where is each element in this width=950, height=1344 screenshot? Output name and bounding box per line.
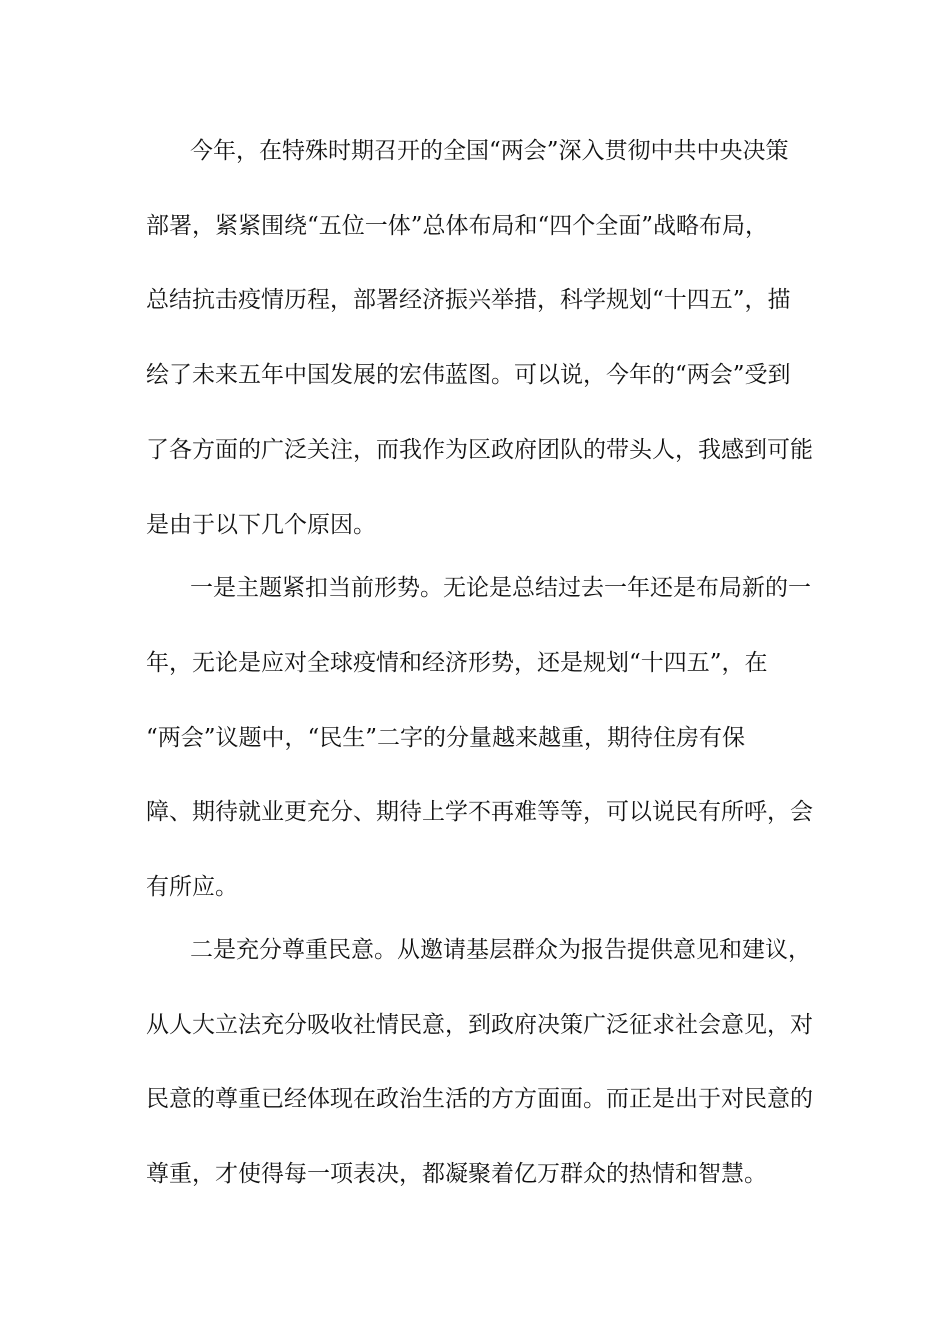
paragraph-3-line-3: 民意的尊重已经体现在政治生活的方方面面。而正是出于对民意的 bbox=[146, 1086, 813, 1112]
paragraph-1-line-2: 部署，紧紧围绕“五位一体”总体布局和“四个全面”战略布局， bbox=[146, 213, 769, 239]
paragraph-1-line-1: 今年，在特殊时期召开的全国“两会”深入贯彻中共中央决策 bbox=[190, 138, 789, 164]
paragraph-3-line-1: 二是充分尊重民意。从邀请基层群众为报告提供意见和建议， bbox=[190, 937, 811, 963]
paragraph-3-line-2: 从人大立法充分吸收社情民意，到政府决策广泛征求社会意见，对 bbox=[146, 1012, 813, 1038]
paragraph-1-line-5: 了各方面的广泛关注，而我作为区政府团队的带头人，我感到可能 bbox=[146, 437, 813, 463]
paragraph-1-line-6: 是由于以下几个原因。 bbox=[146, 512, 376, 538]
paragraph-2-line-5: 有所应。 bbox=[146, 874, 238, 900]
paragraph-1-line-4: 绘了未来五年中国发展的宏伟蓝图。可以说，今年的“两会”受到 bbox=[146, 362, 791, 388]
paragraph-2-line-2: 年，无论是应对全球疫情和经济形势，还是规划“十四五”，在 bbox=[146, 650, 768, 676]
paragraph-2-line-3: “两会”议题中，“民生”二字的分量越来越重，期待住房有保 bbox=[146, 725, 746, 751]
paragraph-2-line-1: 一是主题紧扣当前形势。无论是总结过去一年还是布局新的一 bbox=[190, 575, 811, 601]
paragraph-1-line-3: 总结抗击疫情历程，部署经济振兴举措，科学规划“十四五”，描 bbox=[146, 287, 791, 313]
paragraph-3-line-4: 尊重，才使得每一项表决，都凝聚着亿万群众的热情和智慧。 bbox=[146, 1161, 767, 1187]
paragraph-2-line-4: 障、期待就业更充分、期待上学不再难等等，可以说民有所呼，会 bbox=[146, 799, 813, 825]
